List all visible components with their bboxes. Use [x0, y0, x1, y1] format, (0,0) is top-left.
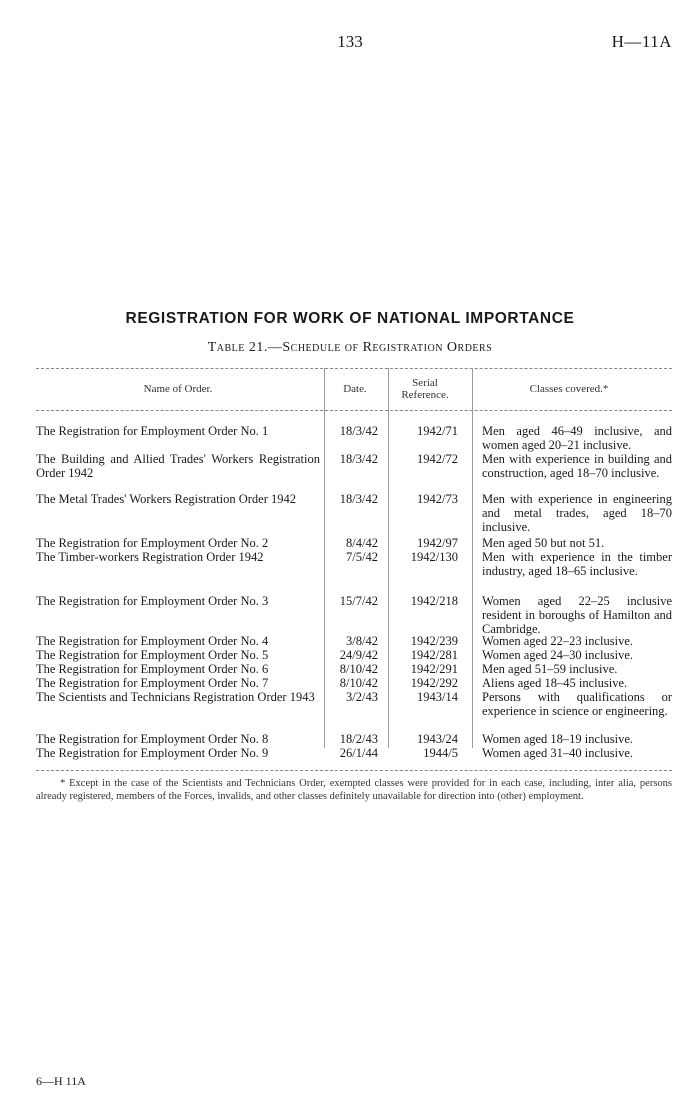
order-date: 18/3/42 — [339, 452, 378, 466]
order-serial: 1942/281 — [410, 648, 458, 662]
order-name: The Registration for Employment Order No. 9 — [36, 746, 269, 760]
order-classes: Men with experience in building and construction, aged 18–70 inclusive. — [482, 452, 672, 481]
order-date: 18/3/42 — [339, 424, 378, 438]
table-caption: Table 21.—Schedule of Registration Orders — [207, 340, 493, 355]
order-date: 8/4/42 — [346, 536, 378, 550]
order-date: 3/8/42 — [346, 634, 378, 648]
order-serial: 1942/218 — [410, 594, 458, 608]
order-serial: 1942/292 — [410, 676, 458, 690]
page-footer: 6—H 11A — [36, 1074, 86, 1088]
order-date: 15/7/42 — [339, 594, 378, 608]
header-name-of-order: Name of Order. — [143, 383, 213, 395]
footnote: * Except in the case of the Scientists and Technicians Order, exempted classes were provided for in each case, including, inter alia, persons already registered, members of the Forces, invalids, and other classes definitely unavailable for direction into (other) employment. — [36, 778, 672, 802]
order-date: 18/3/42 — [339, 492, 378, 506]
header-classes-covered: Classes covered.* — [529, 383, 609, 395]
order-classes: Women aged 24–30 inclusive. — [482, 648, 634, 662]
header-bottom-rule — [36, 410, 672, 411]
order-serial: 1942/130 — [410, 550, 458, 564]
order-name: The Timber-workers Registration Order 1942 — [36, 550, 264, 564]
order-classes: Women aged 31–40 inclusive. — [482, 746, 634, 760]
header-serial-reference: Serial Reference. — [401, 377, 449, 401]
table-header-row — [36, 368, 672, 410]
header-date: Date. — [343, 383, 367, 395]
order-classes: Women aged 22–25 inclusive resident in boroughs of Hamilton and Cambridge. — [482, 594, 672, 637]
column-divider — [388, 368, 389, 748]
order-classes: Men aged 46–49 inclusive, and women aged 20–21 inclusive. — [482, 424, 672, 453]
order-serial: 1942/71 — [417, 424, 458, 438]
order-date: 8/10/42 — [339, 662, 378, 676]
order-date: 18/2/43 — [339, 732, 378, 746]
order-name: The Registration for Employment Order No. 8 — [36, 732, 269, 746]
order-name: The Registration for Employment Order No. 1 — [36, 424, 269, 438]
order-date: 24/9/42 — [339, 648, 378, 662]
order-serial: 1942/73 — [417, 492, 458, 506]
order-date: 8/10/42 — [339, 676, 378, 690]
order-name: The Registration for Employment Order No. 2 — [36, 536, 269, 550]
order-serial: 1942/291 — [410, 662, 458, 676]
order-serial: 1942/72 — [417, 452, 458, 466]
order-serial: 1943/14 — [417, 690, 458, 704]
order-name: The Registration for Employment Order No. 5 — [36, 648, 269, 662]
order-serial: 1944/5 — [423, 746, 458, 760]
order-name: The Registration for Employment Order No. 4 — [36, 634, 269, 648]
order-name: The Registration for Employment Order No. 3 — [36, 594, 269, 608]
registration-orders-table — [36, 368, 672, 760]
order-serial: 1943/24 — [417, 732, 458, 746]
order-name: The Building and Allied Trades' Workers Registration Order 1942 — [36, 452, 320, 481]
page-title: REGISTRATION FOR WORK OF NATIONAL IMPORTANCE — [125, 310, 575, 327]
order-classes: Men aged 51–59 inclusive. — [482, 662, 618, 676]
order-classes: Men with experience in engineering and metal trades, aged 18–70 inclusive. — [482, 492, 672, 535]
order-classes: Men aged 50 but not 51. — [482, 536, 605, 550]
order-classes: Men with experience in the timber industry, aged 18–65 inclusive. — [482, 550, 672, 579]
page-number: 133 — [337, 32, 363, 51]
order-serial: 1942/239 — [410, 634, 458, 648]
order-classes: Women aged 22–23 inclusive. — [482, 634, 634, 648]
order-name: The Registration for Employment Order No. 7 — [36, 676, 269, 690]
order-date: 26/1/44 — [339, 746, 378, 760]
order-classes: Aliens aged 18–45 inclusive. — [482, 676, 628, 690]
document-reference: H—11A — [611, 32, 672, 51]
table-bottom-rule — [36, 770, 672, 771]
order-name: The Registration for Employment Order No. 6 — [36, 662, 269, 676]
order-classes: Women aged 18–19 inclusive. — [482, 732, 634, 746]
order-classes: Persons with qualifications or experience in science or engineering. — [482, 690, 672, 719]
order-name: The Metal Trades' Workers Registration Order 1942 — [36, 492, 296, 506]
order-date: 7/5/42 — [346, 550, 378, 564]
order-date: 3/2/43 — [346, 690, 378, 704]
order-name: The Scientists and Technicians Registration Order 1943 — [36, 690, 315, 704]
column-divider — [472, 368, 473, 748]
order-serial: 1942/97 — [417, 536, 458, 550]
